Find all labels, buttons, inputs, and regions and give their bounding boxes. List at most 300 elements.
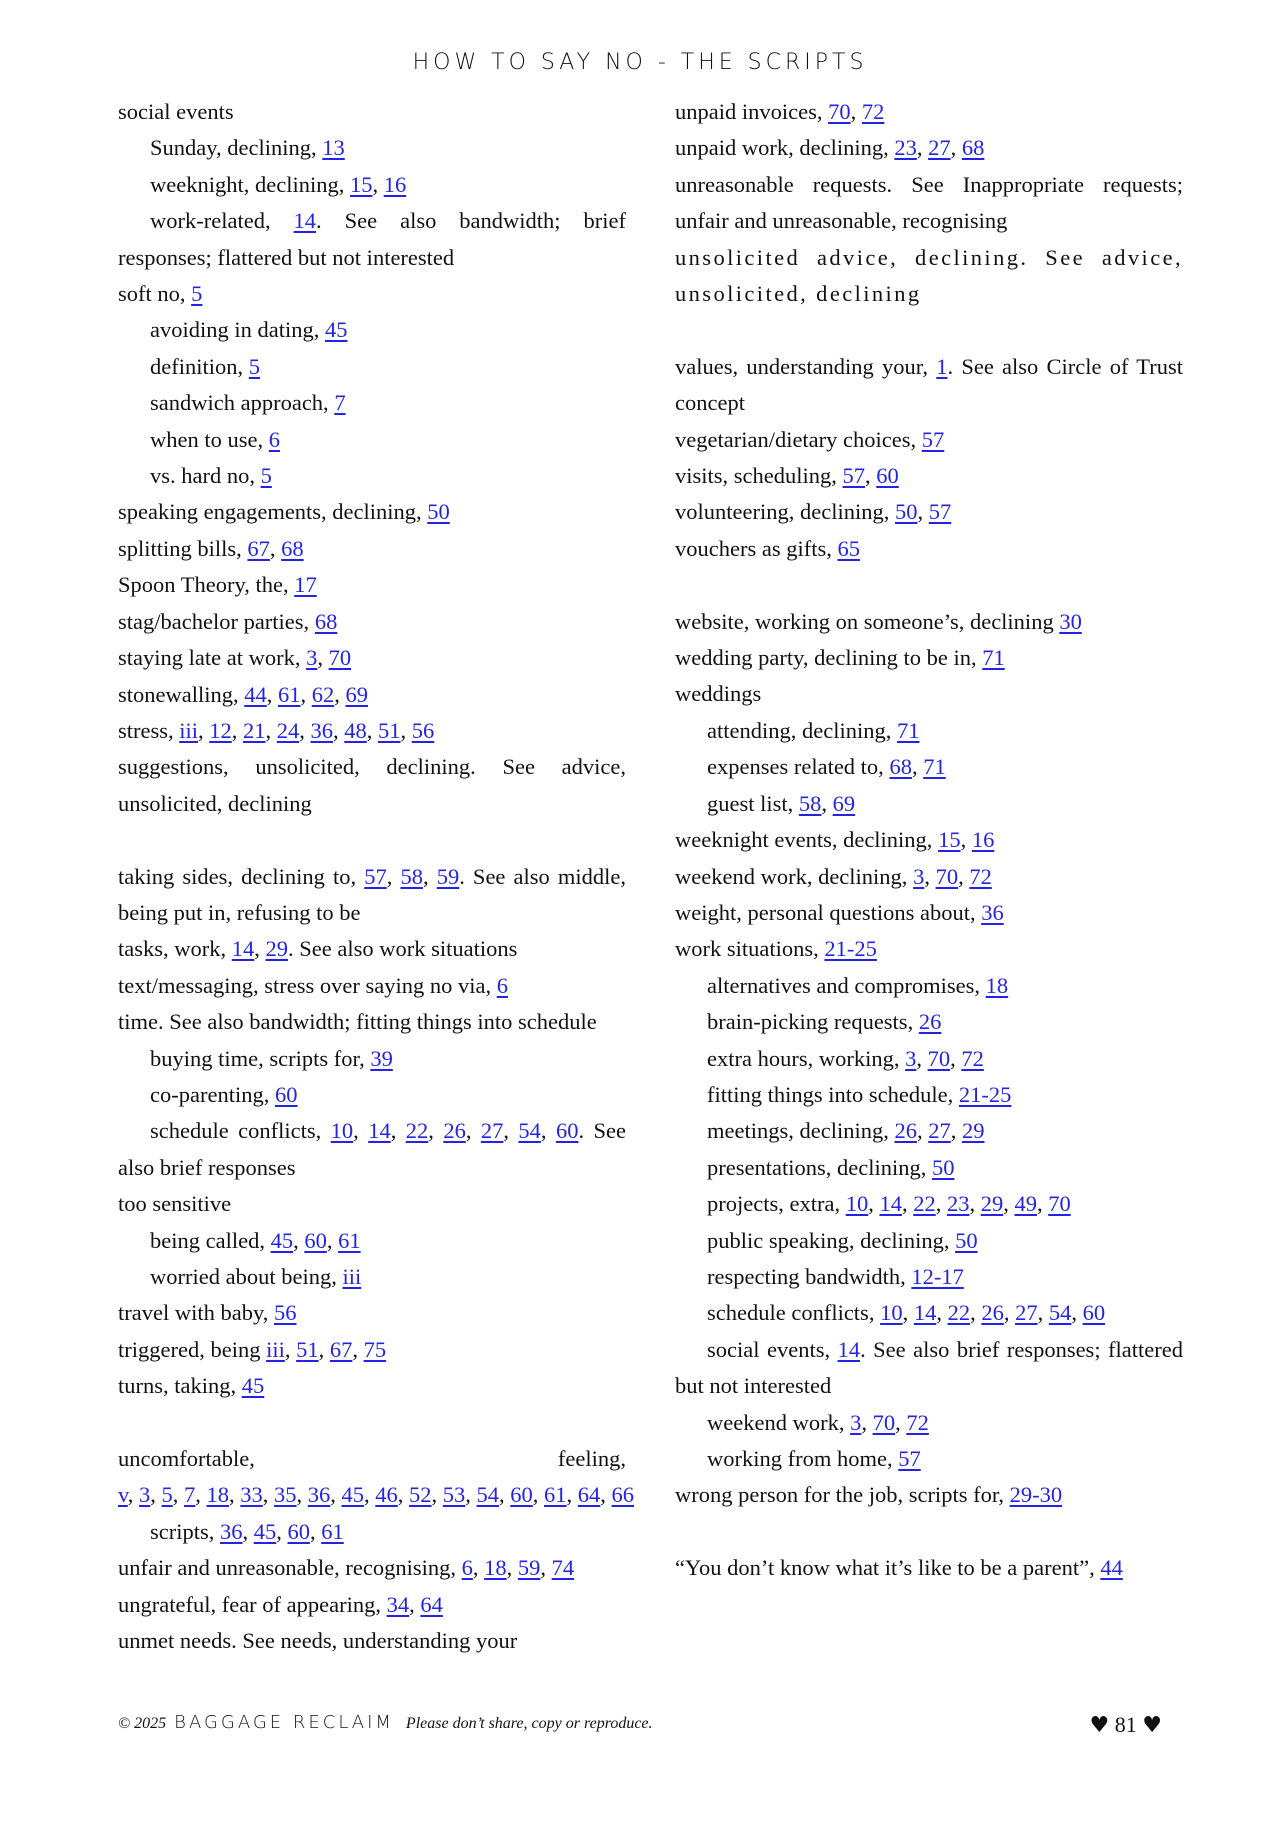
entry-text: time. See also bandwidth; fitting things into schedule [118, 1009, 597, 1035]
entry-text: scripts, [150, 1518, 220, 1544]
ref-separator: , [895, 1409, 907, 1435]
page-ref-link[interactable]: 46 [375, 1482, 398, 1508]
page-ref-link[interactable]: 27 [1015, 1300, 1038, 1326]
page-ref-link[interactable]: 68 [314, 608, 338, 634]
ref-separator: , [532, 1482, 545, 1508]
page-ref-link[interactable]: 26 [894, 1118, 917, 1144]
ref-separator: , [265, 717, 277, 743]
index-subentry [118, 1113, 626, 1186]
index-subentry [118, 1041, 626, 1077]
page-ref-link[interactable]: 70 [828, 99, 851, 124]
index-entry [675, 1550, 1183, 1586]
page-ref-link[interactable]: 75 [363, 1336, 387, 1362]
page-ref-link[interactable]: 57 [842, 463, 865, 489]
entry-text: turns, taking, [118, 1373, 242, 1399]
index-entry [675, 240, 1183, 313]
page-ref-link[interactable]: 18 [206, 1482, 230, 1508]
page-ref-link[interactable]: 16 [971, 827, 995, 853]
page-ref-link[interactable]: 14 [368, 1118, 391, 1144]
page-ref-link[interactable]: 35 [274, 1482, 297, 1508]
index-subentry [118, 312, 626, 348]
page-ref-link[interactable]: 10 [330, 1118, 354, 1144]
page-ref-link[interactable]: 58 [798, 790, 822, 816]
ref-separator: , [300, 681, 312, 707]
entry-text: unreasonable requests. See Inappropriate requests; unfair and unreasonable, recognising [675, 171, 1183, 234]
entry-text: stonewalling, [118, 681, 245, 707]
ref-separator: , [397, 1482, 410, 1508]
page-ref-link[interactable]: 69 [832, 790, 856, 816]
entry-text: unsolicited advice, declining. See advice, unsolicited, declining [675, 244, 1183, 307]
entry-text: travel with baby, [118, 1300, 274, 1326]
page-ref-link[interactable]: 68 [889, 754, 912, 780]
page-ref-link[interactable]: 21 [243, 717, 266, 743]
page-ref-link[interactable]: 45 [341, 1482, 365, 1508]
index-subentry [675, 1186, 1183, 1222]
page-ref-link[interactable]: 61 [277, 681, 301, 707]
entry-text: text/messaging, stress over saying no via, [118, 972, 497, 998]
page-ref-link[interactable]: 17 [294, 572, 317, 598]
page-ref-link[interactable]: 54 [476, 1482, 500, 1508]
index-entry [118, 1623, 626, 1659]
page-ref-link[interactable]: 72 [906, 1409, 929, 1435]
index-entry [675, 604, 1183, 640]
ref-separator: , [916, 1045, 928, 1071]
index-subentry [675, 1295, 1183, 1331]
page-ref-link[interactable]: 59 [517, 1555, 541, 1581]
ref-separator: , [262, 1482, 275, 1508]
page-ref-link[interactable]: 3 [905, 1045, 917, 1071]
index-entry [118, 640, 626, 676]
page-ref-link[interactable]: 53 [442, 1482, 466, 1508]
ref-separator: , [299, 717, 311, 743]
page-ref-link[interactable]: iii [342, 1263, 362, 1289]
index-subentry [675, 1405, 1183, 1441]
ref-separator: , [198, 717, 210, 743]
page-ref-link[interactable]: 60 [287, 1518, 310, 1544]
entry-text: projects, extra, [707, 1191, 846, 1217]
letter-group-gap [118, 1405, 626, 1441]
ref-separator: , [901, 1191, 914, 1217]
copyright-text: © 2025 [118, 1715, 167, 1732]
page-ref-link[interactable]: 45 [253, 1518, 277, 1544]
index-subentry [675, 1259, 1183, 1295]
ref-separator: , [330, 1482, 342, 1508]
page-ref-link[interactable]: 30 [1059, 608, 1082, 634]
ref-separator: , [868, 1191, 880, 1217]
index-subentry [118, 422, 626, 458]
ref-separator: , [195, 1482, 207, 1508]
entry-text: uncomfortable, feeling, [118, 1446, 626, 1471]
ref-separator: , [366, 717, 379, 743]
page-ref-link[interactable]: 6 [268, 426, 280, 452]
entry-see-also: . See also middle, being put in, refusing to be [118, 863, 627, 925]
entry-text: meetings, declining, [707, 1118, 895, 1144]
ref-separator: , [150, 1482, 162, 1508]
index-entry [675, 895, 1183, 931]
page-ref-link[interactable]: 71 [923, 754, 946, 780]
page-ref-link[interactable]: 57 [928, 499, 952, 525]
entry-text: weekend work, declining, [675, 863, 914, 889]
page-ref-link[interactable]: 74 [551, 1555, 575, 1581]
index-entry [118, 859, 626, 932]
ref-separator: , [950, 135, 962, 161]
page-ref-link[interactable]: 29-30 [1009, 1482, 1063, 1508]
index-subentry [118, 349, 626, 385]
entry-text: stag/bachelor parties, [118, 608, 315, 634]
index-entry [118, 531, 626, 567]
entry-text: working from home, [707, 1446, 899, 1471]
page-ref-link[interactable]: 15 [349, 171, 373, 197]
page-ref-link[interactable]: 24 [276, 717, 300, 743]
entry-text: alternatives and compromises, [707, 972, 986, 998]
ref-separator: , [296, 1482, 308, 1508]
entry-text: values, understanding your, [675, 353, 937, 379]
heart-icon: ♥ [1142, 1713, 1162, 1738]
index-subentry [118, 385, 626, 421]
page-ref-link[interactable]: iii [179, 717, 199, 743]
index-entry [118, 713, 626, 749]
page-ref-link[interactable]: 36 [220, 1518, 243, 1544]
page-ref-link[interactable]: 64 [420, 1591, 443, 1617]
entry-text: triggered, being [118, 1336, 267, 1362]
ref-separator: , [400, 717, 412, 743]
page-ref-link[interactable]: 52 [409, 1482, 432, 1508]
page-ref-link[interactable]: 27 [928, 1118, 951, 1144]
index-entry [675, 822, 1183, 858]
ref-separator: , [916, 135, 929, 161]
page-ref-link[interactable]: 70 [872, 1409, 896, 1435]
page-ref-link[interactable]: 50 [427, 499, 450, 525]
entry-text: public speaking, declining, [707, 1227, 956, 1253]
page-ref-link[interactable]: 29 [980, 1191, 1004, 1217]
entry-text: social events, [707, 1336, 838, 1362]
entry-text: vs. hard no, [150, 463, 261, 489]
page-ref-link[interactable]: 33 [240, 1482, 263, 1508]
index-column-right [675, 94, 1183, 1587]
page-ref-link[interactable]: 61 [321, 1518, 344, 1544]
page-ref-link[interactable]: 51 [378, 717, 401, 743]
page-ref-link[interactable]: 62 [311, 681, 335, 707]
entry-text: “You don’t know what it’s like to be a parent”, [675, 1555, 1101, 1581]
heart-icon: ♥ [1089, 1713, 1110, 1738]
ref-separator: , [334, 681, 346, 707]
ref-separator: , [1071, 1300, 1083, 1326]
entry-text: unpaid work, declining, [675, 135, 895, 161]
index-entry [118, 1368, 626, 1404]
page-ref-link[interactable]: 14 [913, 1300, 937, 1326]
page-ref-link[interactable]: 29 [265, 936, 288, 962]
page-ref-link[interactable]: 10 [880, 1300, 903, 1326]
index-subentry [675, 968, 1183, 1004]
page-ref-link[interactable]: 69 [345, 681, 368, 707]
page-ref-link[interactable]: 26 [918, 1009, 942, 1035]
entry-text: splitting bills, [118, 535, 248, 561]
page-ref-link[interactable]: 23 [946, 1191, 970, 1217]
page-ref-link[interactable]: 60 [1082, 1300, 1106, 1326]
page-ref-link[interactable]: 50 [955, 1227, 978, 1253]
ref-separator: , [865, 463, 877, 489]
page-ref-link[interactable]: 3 [306, 645, 318, 671]
page-ref-link[interactable]: 45 [324, 317, 348, 343]
page-ref-link[interactable]: 6 [496, 972, 508, 998]
page-ref-link[interactable]: 70 [927, 1045, 951, 1071]
entry-text: definition, [150, 353, 249, 379]
index-entry [675, 676, 1183, 712]
page-ref-link[interactable]: 29 [961, 1118, 985, 1144]
page-ref-link[interactable]: 5 [248, 353, 260, 379]
entry-text: Spoon Theory, the, [118, 572, 295, 598]
entry-text: stress, [118, 717, 180, 743]
page-ref-link[interactable]: 18 [985, 972, 1009, 998]
entry-text: avoiding in dating, [150, 317, 325, 343]
index-subentry [675, 1041, 1183, 1077]
page-ref-link[interactable]: 26 [981, 1300, 1004, 1326]
page-ref-link[interactable]: 72 [861, 99, 885, 124]
ref-separator: , [127, 1482, 140, 1508]
page-ref-link[interactable]: 7 [334, 390, 346, 416]
page-ref-link[interactable]: 44 [244, 681, 267, 707]
page-ref-link[interactable]: 71 [896, 717, 920, 743]
entry-text: unmet needs. See needs, understanding your [118, 1628, 518, 1654]
entry-text: wrong person for the job, scripts for, [675, 1482, 1010, 1508]
entry-see-also: . See also brief responses [118, 1118, 626, 1180]
entry-text: respecting bandwidth, [707, 1263, 912, 1289]
page-ref-link[interactable]: 22 [913, 1191, 936, 1217]
page-ref-link[interactable]: 36 [307, 1482, 331, 1508]
page-ref-link[interactable]: 12-17 [911, 1263, 964, 1289]
page-ref-link[interactable]: 3 [139, 1482, 151, 1508]
page-ref-link[interactable]: 61 [544, 1482, 567, 1508]
entry-text: sandwich approach, [150, 390, 335, 416]
page-ref-link[interactable]: 60 [510, 1482, 533, 1508]
ref-separator: , [352, 1336, 364, 1362]
index-entry [118, 494, 626, 530]
entry-text: schedule conflicts, [707, 1300, 881, 1326]
index-subentry [118, 203, 626, 276]
entry-text: work-related, [150, 208, 294, 234]
page-ref-link[interactable]: 3 [850, 1409, 862, 1435]
page-ref-link[interactable]: 72 [961, 1045, 984, 1071]
page-ref-link[interactable]: 12 [209, 717, 232, 743]
ref-separator: , [242, 1518, 254, 1544]
ref-separator: , [317, 645, 329, 671]
page-ref-link[interactable]: 64 [577, 1482, 601, 1508]
index-entry [675, 422, 1183, 458]
ref-separator: , [1036, 1191, 1049, 1217]
page-ref-link[interactable]: 68 [281, 535, 304, 561]
page-ref-link[interactable]: 16 [383, 171, 407, 197]
ref-separator: , [506, 1555, 518, 1581]
entry-text: weddings [675, 681, 762, 707]
index-entry [118, 931, 626, 967]
entry-text: extra hours, working, [707, 1045, 906, 1071]
entry-text: brain-picking requests, [707, 1009, 919, 1035]
index-entry [675, 167, 1183, 240]
page-ref-link[interactable]: 49 [1014, 1191, 1037, 1217]
entry-text: weight, personal questions about, [675, 899, 982, 925]
page-ref-link[interactable]: 22 [405, 1118, 429, 1144]
ref-separator: , [917, 499, 929, 525]
ref-separator: , [229, 1482, 241, 1508]
entry-text: guest list, [707, 790, 799, 816]
ref-separator: , [950, 1118, 962, 1144]
page-ref-link[interactable]: 5 [161, 1482, 173, 1508]
entry-text: volunteering, declining, [675, 499, 895, 525]
page-ref-link[interactable]: 67 [329, 1336, 353, 1362]
index-entry [118, 604, 626, 640]
entry-text: ungrateful, fear of appearing, [118, 1591, 387, 1617]
page-ref-link[interactable]: 54 [518, 1118, 541, 1144]
page-ref-link[interactable]: 48 [344, 717, 367, 743]
ref-separator: , [503, 1118, 519, 1144]
page-ref-link[interactable]: 60 [555, 1118, 579, 1144]
ref-separator: , [276, 1518, 288, 1544]
entry-text: schedule conflicts, [150, 1118, 331, 1144]
page-ref-link[interactable]: 21-25 [824, 936, 877, 962]
page-ref-link[interactable]: 14 [231, 936, 255, 962]
ref-separator: , [935, 1191, 947, 1217]
letter-group-gap [675, 1514, 1183, 1550]
letter-group-gap [675, 312, 1183, 348]
page-ref-link[interactable]: 14 [879, 1191, 902, 1217]
entry-text: unpaid invoices, [675, 99, 829, 124]
page-ref-link[interactable]: iii [266, 1336, 285, 1362]
page-ref-link[interactable]: 36 [981, 899, 1004, 925]
ref-separator: , [960, 827, 972, 853]
entry-text: soft no, [118, 281, 192, 307]
index-entry [118, 276, 626, 312]
page-ref-link[interactable]: 34 [386, 1591, 410, 1617]
page-ref-link[interactable]: 14 [837, 1336, 861, 1362]
index-entry [675, 531, 1183, 567]
page-ref-link[interactable]: 14 [293, 208, 317, 234]
index-subentry [118, 1223, 626, 1259]
ref-separator: , [540, 1118, 556, 1144]
page-ref-link[interactable]: 54 [1048, 1300, 1072, 1326]
page-ref-link[interactable]: 1 [936, 353, 948, 379]
ref-separator: , [431, 1482, 443, 1508]
page-ref-link[interactable]: 50 [931, 1154, 955, 1180]
page-ref-link[interactable]: 71 [982, 645, 1005, 671]
page-ref-link[interactable]: 27 [480, 1118, 504, 1144]
page-ref-link[interactable]: 56 [411, 717, 435, 743]
page-ref-link[interactable]: 39 [370, 1045, 393, 1071]
page-ref-link[interactable]: v [118, 1482, 128, 1508]
index-subentry [675, 786, 1183, 822]
page-ref-link[interactable]: 60 [876, 463, 899, 489]
page-ref-link[interactable]: 5 [191, 281, 203, 307]
index-subentry [675, 1077, 1183, 1113]
page-ref-link[interactable]: 66 [611, 1482, 635, 1508]
ref-separator: , [1003, 1191, 1015, 1217]
entry-text: tasks, work, [118, 936, 232, 962]
index-entry [675, 859, 1183, 895]
ref-separator: , [390, 1118, 406, 1144]
index-entry [675, 349, 1183, 422]
entry-text: fitting things into schedule, [707, 1081, 959, 1107]
ref-separator: , [409, 1591, 421, 1617]
ref-separator: , [1003, 1300, 1016, 1326]
ref-separator: , [958, 863, 970, 889]
index-subentry [675, 1223, 1183, 1259]
page-ref-link[interactable]: 68 [961, 135, 985, 161]
page-ref-link[interactable]: 56 [274, 1300, 297, 1326]
entry-text: staying late at work, [118, 645, 307, 671]
page-ref-link[interactable]: 27 [928, 135, 951, 161]
index-subentry [118, 1259, 626, 1295]
page-ref-link[interactable]: 50 [894, 499, 918, 525]
ref-separator: , [266, 681, 278, 707]
page-ref-link[interactable]: 7 [184, 1482, 196, 1508]
page-ref-link[interactable]: 57 [921, 426, 945, 452]
page-ref-link[interactable]: 15 [938, 827, 961, 853]
entry-text: vegetarian/dietary choices, [675, 426, 922, 452]
entry-text: attending, declining, [707, 717, 897, 743]
page-ref-link[interactable]: 65 [837, 535, 860, 561]
page-ref-link[interactable]: 44 [1100, 1555, 1123, 1581]
page-ref-link[interactable]: 57 [364, 863, 387, 889]
index-subentry [118, 1077, 626, 1113]
page-ref-link[interactable]: 45 [270, 1227, 294, 1253]
page-ref-link[interactable]: 60 [304, 1227, 327, 1253]
ref-separator: , [902, 1300, 914, 1326]
index-entry [675, 494, 1183, 530]
page-ref-link[interactable]: 6 [461, 1555, 473, 1581]
page-ref-link[interactable]: 70 [1048, 1191, 1071, 1217]
index-entry [118, 94, 626, 130]
ref-separator: , [465, 1118, 481, 1144]
index-subentry [675, 713, 1183, 749]
index-entry [118, 749, 626, 822]
entry-text: work situations, [675, 936, 825, 962]
ref-separator: , [472, 1555, 485, 1581]
page-ref-link[interactable]: 45 [241, 1373, 265, 1399]
entry-text: visits, scheduling, [675, 463, 843, 489]
page-ref-link[interactable]: 5 [260, 463, 272, 489]
page-ref-link[interactable]: 60 [274, 1081, 298, 1107]
page-ref-link[interactable]: 21-25 [958, 1081, 1012, 1107]
page-ref-link[interactable]: 26 [443, 1118, 466, 1144]
entry-text: unfair and unreasonable, recognising, [118, 1555, 462, 1581]
page-ref-link[interactable]: 10 [845, 1191, 869, 1217]
page-ref-link[interactable]: 13 [322, 135, 345, 161]
page-ref-link[interactable]: 23 [894, 135, 917, 161]
page-ref-link[interactable]: 61 [338, 1227, 361, 1253]
page-ref-link[interactable]: 36 [310, 717, 334, 743]
page-ref-link[interactable]: 3 [913, 863, 925, 889]
index-entry [675, 130, 1183, 166]
page-footer [118, 1712, 1162, 1740]
index-subentry [118, 167, 626, 203]
page-ref-link[interactable]: 57 [898, 1446, 921, 1471]
entry-text: being called, [150, 1227, 271, 1253]
page-ref-link[interactable]: 18 [484, 1555, 507, 1581]
page-ref-link[interactable]: 67 [247, 535, 270, 561]
running-header: HOW TO SAY NO - THE SCRIPTS [412, 50, 868, 75]
index-entry [118, 1441, 635, 1514]
entry-text: vouchers as gifts, [675, 535, 838, 561]
page-ref-link[interactable]: 70 [328, 645, 352, 671]
page-ref-link[interactable]: 58 [400, 863, 423, 889]
page-ref-link[interactable]: 51 [296, 1336, 319, 1362]
index-subentry [118, 130, 626, 166]
page-ref-link[interactable]: 59 [436, 863, 460, 889]
index-subentry [675, 1113, 1183, 1149]
page-ref-link[interactable]: 22 [947, 1300, 971, 1326]
page-ref-link[interactable]: 72 [969, 863, 992, 889]
page-ref-link[interactable]: 70 [935, 863, 959, 889]
ref-separator: , [269, 535, 282, 561]
